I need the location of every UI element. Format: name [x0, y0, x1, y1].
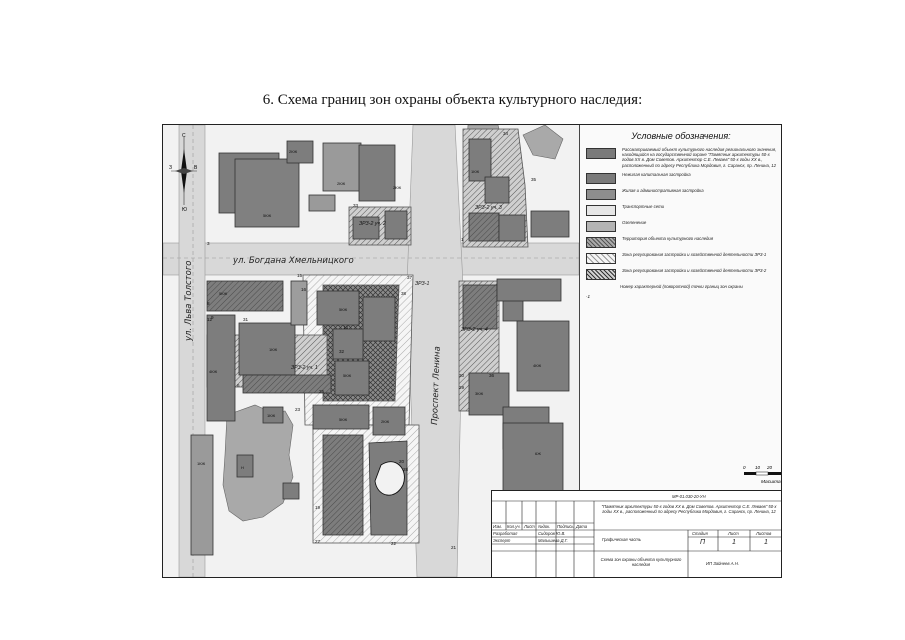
building-label: 6Ж — [535, 451, 541, 456]
legend-text: Территория объекта культурного наследия — [622, 235, 714, 241]
legend — [579, 125, 804, 493]
building-label: Н — [241, 465, 244, 470]
zone-label: ЗРЗ-2 уч. 2 — [359, 221, 386, 227]
building-label: 5КЖ — [343, 373, 352, 378]
legend-list — [580, 147, 782, 299]
point-label: 9 — [211, 315, 214, 320]
legend-text: Жилая и административная застройка — [622, 187, 704, 193]
building-label: 1КЖ — [197, 461, 206, 466]
stamp-col-sign: Подпись — [557, 524, 574, 529]
point-label: 12 — [207, 317, 213, 322]
stamp-sheet-header: Лист — [728, 531, 739, 536]
building-label: 1КЖ — [471, 169, 480, 174]
scale-label: Масштаб 1:1000 — [761, 480, 800, 485]
building-label: 5КЖ — [263, 213, 272, 218]
point-label: 32 — [339, 349, 345, 354]
stamp-project: "Памятник архитектуры 50-х годов XX в. Дом Советов. Архитектор С.Е. Леваев" 50-х годы XX в., расположенный по адресу Республика Мордовия, г. Саранск, пр. Ленина, 12 — [601, 504, 777, 514]
compass-west: З — [169, 165, 173, 171]
legend-swatch — [586, 173, 616, 184]
point-label: 22 — [391, 541, 397, 546]
legend-swatch — [586, 221, 616, 232]
point-label: 25 — [319, 389, 325, 394]
point-label: 31 — [243, 317, 249, 322]
legend-item — [586, 220, 778, 232]
building-label: 3КЖ — [475, 391, 484, 396]
zone-label: ЗРЗ-2 уч. 3 — [475, 205, 502, 211]
legend-title: Условные обозначения: — [631, 131, 731, 141]
building-label: 4КЖ — [533, 363, 542, 368]
street-label-tolstoy: ул. Льва Толстого — [184, 260, 194, 341]
stamp-sheet: 1 — [732, 539, 736, 546]
point-label: 29 — [459, 385, 465, 390]
building-label: 1КЖ — [269, 347, 278, 352]
legend-swatch — [586, 205, 616, 216]
legend-text: Озеленение — [622, 219, 647, 225]
point-label: 1 — [461, 237, 464, 242]
building-label: 1КЖ — [267, 413, 276, 418]
legend-text: Рассматриваемый объект культурного наследия регионального значения, находящийся на государственной охране "Памятник архитектуры 50-х годов XX в. Дом Советов. Архитектор С.Е. Леваев" 50-х годы XX в., расположенный по адресу Республика Мордовия, г. Саранск, пр. Ленина, 12 — [622, 147, 777, 168]
stamp-code: МР-01.030-20-УН — [672, 494, 706, 499]
building-label: 5КЖ — [339, 307, 348, 312]
building-label: 5КЖ — [339, 417, 348, 422]
zone-label: ЗРЗ-2 уч. 4 — [461, 327, 488, 333]
legend-item — [586, 188, 778, 200]
legend-swatch — [586, 253, 616, 264]
title-block — [491, 490, 782, 578]
point-label: 33 — [353, 203, 359, 208]
legend-text: Транспортные сети — [622, 203, 665, 209]
legend-text: Нежилая капитальная застройка — [622, 171, 691, 177]
legend-item — [586, 172, 778, 184]
point-label: 19 — [315, 505, 321, 510]
legend-item — [586, 252, 778, 264]
stamp-sheets-header: Листов — [756, 531, 772, 536]
point-label: 27 — [315, 539, 321, 544]
map-sheet — [162, 124, 804, 578]
legend-swatch — [586, 237, 616, 248]
point-label: 30 — [459, 373, 465, 378]
legend-swatch: ·1 — [586, 293, 591, 299]
stamp-role-2: Эксперт — [493, 538, 511, 543]
legend-text: Зона регулирования застройки и хозяйственной деятельности ЗРЗ-2 — [622, 267, 767, 273]
stamp-name-1: Сидоров Ю.В. — [538, 531, 566, 536]
stamp-org: ИП Зайнеев А.Н. — [706, 561, 739, 566]
point-label: 16 — [301, 287, 307, 292]
zone-label: ЗРЗ-1 — [415, 281, 430, 287]
point-label: 15 — [297, 273, 303, 278]
point-label: 37 — [407, 275, 413, 280]
legend-item — [586, 236, 778, 248]
point-label: 35 — [531, 177, 537, 182]
stamp-col-doc: №док. — [538, 524, 551, 529]
zone-label: ЗРЗ-2 уч. 1 — [291, 365, 318, 371]
building-label: 2КЖ — [393, 185, 402, 190]
building-label: 4КЖ — [209, 369, 218, 374]
page-title: 6. Схема границ зон охраны объекта культурного наследия: — [262, 92, 643, 108]
stamp-sheets: 1 — [764, 539, 768, 546]
compass-rose-icon — [169, 131, 199, 211]
point-label: 36 — [489, 373, 495, 378]
point-label: 20 — [399, 459, 405, 464]
compass-east: В — [194, 165, 198, 171]
point-label: 34 — [503, 131, 509, 136]
legend-item — [586, 268, 778, 280]
stamp-name-2: Малышева Д.Г. — [538, 538, 568, 543]
stamp-stage-header: Стадия — [692, 531, 708, 536]
legend-swatch — [586, 189, 616, 200]
legend-item — [586, 283, 778, 299]
street-label-khmelnitsky: ул. Богдана Хмельницкого — [233, 256, 354, 266]
building-label: 2КЖ — [337, 181, 346, 186]
point-label: 3 — [207, 241, 210, 246]
point-label: 28 — [403, 467, 409, 472]
stamp-role-1: Разработал — [493, 531, 518, 536]
compass-south: Ю — [182, 207, 188, 211]
stamp-col-izm: Изм. — [493, 524, 502, 529]
legend-swatch — [586, 269, 616, 280]
compass-north: С — [182, 133, 186, 139]
point-label: 6 — [237, 383, 240, 388]
stamp-col-kol: Кол.уч. — [507, 524, 521, 529]
legend-swatch — [586, 148, 616, 159]
building-label: 2КЖ — [381, 419, 390, 424]
legend-item — [586, 204, 778, 216]
scale-bar: 0 10 20 40м Масштаб 1:1000 — [743, 465, 804, 485]
scale-tick: 20 — [767, 465, 773, 470]
stamp-section: Графическая часть — [602, 537, 642, 542]
street-label-lenina: Проспект Ленина — [430, 346, 443, 426]
legend-item — [586, 147, 778, 168]
legend-text: Номер характерной (поворотной) точки границ зон охраны — [620, 283, 743, 289]
legend-text: Зона регулирования застройки и хозяйственной деятельности ЗРЗ-1 — [622, 251, 767, 257]
point-label: 21 — [451, 545, 457, 550]
stamp-drawing: Схема зон охраны объекта культурного наследия — [600, 557, 682, 567]
scale-tick: 10 — [755, 465, 761, 470]
point-label: 8 — [207, 301, 210, 306]
stamp-col-list: Лист — [524, 524, 535, 529]
point-label: 38 — [401, 291, 407, 296]
stamp-col-date: Дата — [576, 524, 588, 529]
building-label: 5КЖ — [219, 291, 228, 296]
building-label: 2КЖ — [289, 149, 298, 154]
point-label: 14 — [343, 325, 349, 330]
stamp-stage: П — [700, 539, 706, 546]
scale-tick: 0 — [743, 465, 746, 470]
point-label: 23 — [295, 407, 301, 412]
